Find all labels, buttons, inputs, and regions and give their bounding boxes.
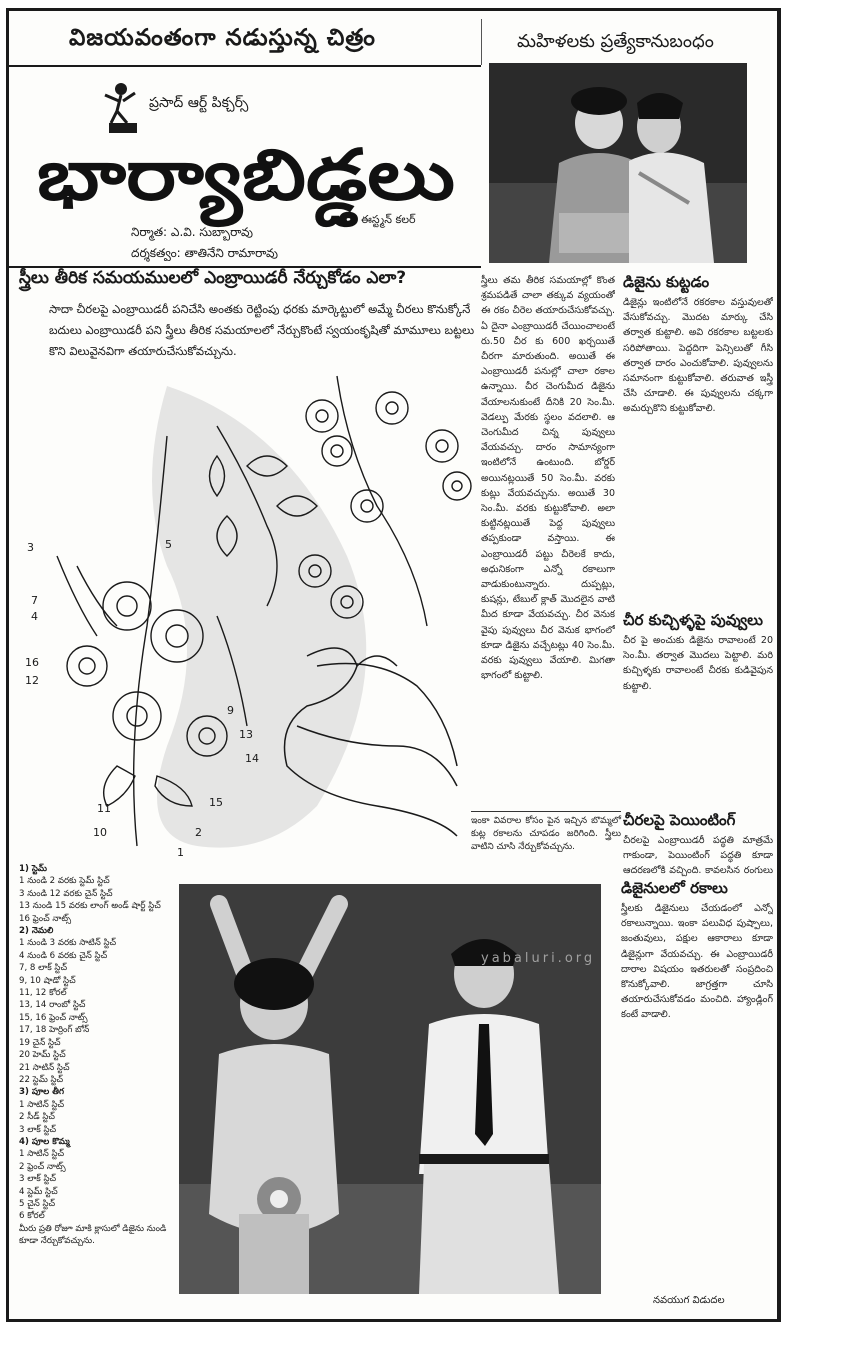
legend-item: 1 సాటిన్ స్టిచ్ <box>19 1149 65 1160</box>
legend-item: 6 కోరల్ <box>19 1211 45 1222</box>
legend-item: 22 స్టెమ్ స్టిచ్ <box>19 1074 64 1085</box>
subheading-pallu: చీర కుచ్చిళ్ళపై పువ్వులు <box>623 611 763 629</box>
header-left-title: విజయవంతంగా నడుస్తున్న చిత్రం <box>69 25 376 51</box>
legend-item: 4 నుండి 6 వరకు చైన్ స్టిచ్ <box>19 950 108 961</box>
svg-text:2: 2 <box>195 826 202 839</box>
legend-item: 17, 18 హెర్రింగ్ బోన్ <box>19 1025 90 1036</box>
header-divider <box>481 19 482 65</box>
subheading-painting: చీరలపై పెయింటింగ్ <box>623 811 736 829</box>
dancer-emblem-icon <box>105 83 137 133</box>
article-question-heading: స్త్రీలు తీరిక సమయములలో ఎంబ్రాయిడరీ నేర్చుకోడం ఎలా? <box>19 268 407 288</box>
article-column-2c <box>623 811 773 881</box>
types-text: స్త్రీలకు డిజైనులు చేయడంలో ఎన్నో రకాలున్నాయి. ఇంకా పలువిధ పుష్పాలు, జంతువులు, పక్షుల ఆకారాలు కూడా డిజైన్లుగా వేయవచ్చు. ఈ ఎంబ్రాయిడరీ దారాల విషయం ఇతరులతో సంప్రదించి కొనుక్కోవాలి. జాగ్రత్తగా చూసి తయారుచేసుకోవడం మంచిది. హ్యాండ్లింగ్ కంటే వాడాలి. <box>621 903 773 1021</box>
legend-item: 1 నుండి 2 వరకు స్టెమ్ స్టిచ్ <box>19 876 110 887</box>
svg-text:15: 15 <box>209 796 223 809</box>
legend-item: 20 హెమ్ స్టిచ్ <box>19 1050 66 1061</box>
legend-item: 1 సాటిన్ స్టిచ్ <box>19 1099 65 1110</box>
watermark-figure <box>152 386 366 848</box>
poster-color-tag: ఈస్ట్మన్ కలర్ <box>361 213 416 226</box>
legend-item: 13, 14 రాంబో స్టిచ్ <box>19 1000 86 1011</box>
svg-text:1: 1 <box>177 846 184 859</box>
legend-item: 3 లాక్ స్టిచ్ <box>19 1124 57 1135</box>
article-column-2b <box>623 611 773 805</box>
figure-caption: ఇంకా వివరాల కోసం పైన ఇచ్చిన బొమ్మలో కుట్ల రకాలను చూపడం జరిగింది. స్త్రీలు వాటిని చూసి నేర్చుకోవచ్చును. <box>471 811 621 854</box>
legend-group-title: 4) పూల కొమ్మ <box>19 1136 70 1147</box>
legend-item: 21 సాటిన్ స్టిచ్ <box>19 1062 70 1073</box>
article-column-2 <box>623 273 773 603</box>
legend-group-title: 3) పూల తీగ <box>19 1087 64 1098</box>
legend-item: 2 ఫ్రెంచ్ నాట్స్ <box>19 1161 66 1172</box>
svg-text:9: 9 <box>227 704 234 717</box>
film-still-photo-top <box>489 63 747 263</box>
article-intro: సాదా చీరలపై ఎంబ్రాయిడరీ పనిచేసి అంతకు రెట్టింపు ధరకు మార్కెట్టులో అమ్మే చీరలు కొనుక్కోనే బదులు ఎంబ్రాయిడరీ పని స్త్రీలు తీరిక సమయాలలో నేర్చుకొంటే స్వయంకృషితో మామూలు బట్టలు కొని విలువైనవిగా తయారుచేసుకోవచ్చును. <box>49 302 475 358</box>
legend-item: 3 లాక్ స్టిచ్ <box>19 1174 57 1185</box>
legend-item: 4 స్టెమ్ స్టిచ్ <box>19 1186 58 1197</box>
legend-group-title: 2) నెమలి <box>19 926 54 937</box>
subheading-design: డిజైను కుట్టడం <box>623 273 710 291</box>
design-text: డిజైన్లు ఇంటిలోనే రకరకాల వస్తువులతో వేసుకోవచ్చు. మొదట మార్కు చేసి తర్వాత కుట్టాలి. అవి రకరకాల బట్టలకు సరిపోతాయి. పెద్దదిగా పెన్సిలుతో గీసి తర్వాత దారం ఎంచుకోవాలి. పువ్వులను సమానంగా కుట్టుకోవాలి. తరువాత ఇస్త్రీ చేసి చూడాలి. ఈ పువ్వులను చక్కగా అమర్చుకొని కుట్టుకోవాలి. <box>623 297 773 415</box>
footer-credit: నవయుగ విడుదల <box>653 1295 725 1306</box>
svg-text:3: 3 <box>27 541 34 554</box>
subheading-types: డిజైనులలో రకాలు <box>621 879 728 897</box>
svg-text:14: 14 <box>245 752 259 765</box>
header-right-title: మహిళలకు ప్రత్యేకానుబంధం <box>517 31 714 52</box>
article-column-1: స్త్రీలు తమ తీరిక సమయాల్లో కొంత శ్రమపడితే చాలా తక్కువ వ్యయంతో ఈ రకం చీరెల తయారుచేసుకోవచ్చు. ఏ దైనా ఎంబ్రాయిడరీ చేయించాలంటే రు.50 చీర కు 600 ఖర్చయితే చీరగా మారుతుంది. అయితే ఈ ఎంబ్రాయిడరీ పనుల్లో చాలా రకాల ఉన్నాయి. చీర చెంగుమీద డిజైను వేయాలనుకుంటే దీనికి 20 సెం.మీ. వెడల్పు మేరకు స్థలం వదలాలి. ఆ చెంగుమీద చిన్న పువ్వులు వేయవచ్చు. దారం సామాన్యంగా ఇంటిలోనే ఉంటుంది. బోర్డర్ అయినట్లయితే 50 సెం.మీ. వరకు కుట్లు వేయవచ్చును. అయితే 30 సెం.మీ. వరకు కుట్టుకోవాలి. అలా కుట్టినట్లయితే పెద్ద పువ్వులు తప్పకుండా వస్తాయి. ఈ ఎంబ్రాయిడరీ పట్టు చీరెలకే కాదు, అధునికంగా ఎన్నో రకాలుగా వాడుకుంటున్నారు. దుప్పట్లు, కుషన్లు, టేబుల్ క్లాత్ మొదలైన వాటి మీద కూడా వేయవచ్చు. చీర వెనుక వైపు పువ్వులు చీర వెనుక భాగంలో కూడా డిజైను వచ్చేటట్లు 40 సెం.మీ. వరకు పువ్వులు వేయాలి. మిగతా భాగంలో కుట్టాలి. <box>481 275 615 682</box>
legend-item: 13 నుండి 15 వరకు లాంగ్ అండ్ షార్ట్ స్టిచ్ <box>19 901 161 912</box>
article-column-3 <box>621 879 773 1279</box>
poster-producer: నిర్మాత: ఎ.వి. సుబ్బారావు <box>131 225 253 239</box>
film-still-photo-bottom <box>179 884 601 1294</box>
poster-title: భార్యాబిడ్డలు <box>37 134 390 216</box>
svg-text:5: 5 <box>165 538 172 551</box>
pallu-text: చీర పై అంచుకు డిజైను రావాలంటే 20 సెం.మీ. తర్వాత మొదలు పెట్టాలి. మరి కుచ్చిళ్ళకు రావాలంటే చీరకు కుడివైపున కుట్టాలి. <box>623 635 773 692</box>
legend-item: 19 చైన్ స్టిచ్ <box>19 1037 61 1048</box>
painting-text: చీరలపై ఎంబ్రాయిడరీ పద్ధతి మాత్రమే గాకుండా, పెయింటింగ్ పద్ధతి కూడా ఆదరణలోకి వచ్చింది. కావలసిన రంగులు <box>623 835 773 877</box>
film-logo <box>31 71 461 266</box>
watermark-text: yabaluri.org <box>481 951 596 966</box>
embroidery-patterns-illustration <box>17 366 477 871</box>
poster-director: దర్శకత్వం: తాతినేని రామారావు <box>131 246 278 260</box>
legend-item: 11, 12 కోరల్ <box>19 988 67 999</box>
svg-text:16: 16 <box>25 656 39 669</box>
legend-item: 3 నుండి 12 వరకు చైన్ స్టిచ్ <box>19 888 113 899</box>
legend-note: మీరు ప్రతి రోజూ మాకి క్లాసులో డిజైను నుండి కూడా నేర్చుకోవచ్చును. <box>19 1223 167 1247</box>
legend-item: 15, 16 ఫ్రెంచ్ నాట్స్ <box>19 1012 88 1023</box>
legend-item: 5 చైన్ స్టిచ్ <box>19 1198 56 1209</box>
svg-text:10: 10 <box>93 826 107 839</box>
newspaper-page <box>6 8 781 1322</box>
svg-text:12: 12 <box>25 674 39 687</box>
poster-banner: ప్రసాద్ ఆర్ట్ పిక్చర్స్ <box>149 95 249 111</box>
legend-group-title: 1) స్టెమ్ <box>19 864 48 874</box>
svg-text:4: 4 <box>31 610 38 623</box>
stitch-legend <box>19 863 177 1248</box>
legend-item: 1 నుండి 3 వరకు సాటిన్ స్టిచ్ <box>19 938 117 949</box>
header-rule <box>9 65 481 67</box>
legend-item: 16 ఫ్రెంచ్ నాట్స్ <box>19 913 72 924</box>
svg-text:13: 13 <box>239 728 253 741</box>
legend-item: 7, 8 లాక్ స్టిచ్ <box>19 963 67 974</box>
svg-text:7: 7 <box>31 594 38 607</box>
legend-item: 9, 10 షాడో స్టిచ్ <box>19 975 76 986</box>
svg-text:11: 11 <box>97 802 111 815</box>
legend-item: 2 సీడ్ స్టిచ్ <box>19 1112 55 1123</box>
